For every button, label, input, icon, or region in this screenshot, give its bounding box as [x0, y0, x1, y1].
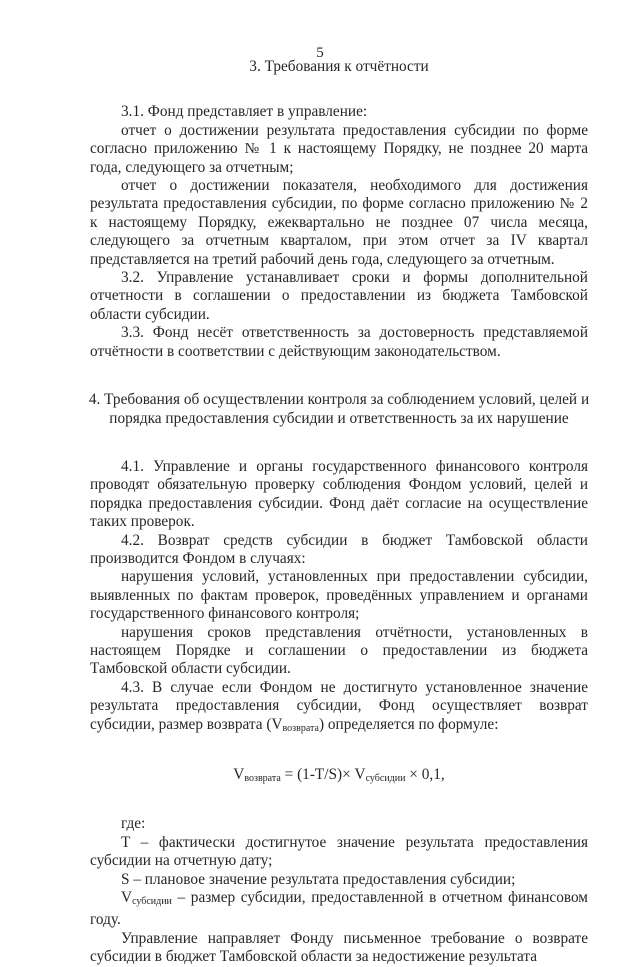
- paragraph-4-3-subscript: возврата: [282, 722, 319, 734]
- formula-end: × 0,1,: [405, 766, 445, 783]
- paragraph-4-2-case-1: нарушения условий, установленных при предоставлении субсидии, выявленных по фактам проверок, проведённых управлением и органами государственного финансового контроля;: [90, 568, 588, 623]
- section-4-heading-line-1: 4. Требования об осуществлении контроля за соблюдением условий, целей и: [88, 391, 590, 409]
- definition-v-letter: V: [121, 889, 133, 907]
- formula-sub-subsidy: субсидии: [365, 773, 406, 784]
- formula-v-return: V: [233, 766, 245, 783]
- paragraph-3-1-report-1: отчет о достижении результата предоставления субсидии по форме согласно приложению № 1 к настоящему Порядку, не позднее 20 марта года, следующего за отчетным;: [90, 121, 588, 176]
- definition-s: S – плановое значение результата предоставления субсидии;: [121, 870, 516, 888]
- return-formula: [90, 766, 588, 788]
- paragraph-3-1-report-2: отчет о достижении показателя, необходимого для достижения результата предоставления субсидии, по форме согласно приложению № 2 к настоящему Порядку, ежеквартально не позднее 07 числа месяца, следующего за отчетным кварталом, при этом отчет за IV квартал представляется на третий рабочий день года, следующего за отчетным.: [90, 177, 588, 268]
- paragraph-3-3: 3.3. Фонд несёт ответственность за достоверность представляемой отчётности в соответствии с действующим законодательством.: [90, 324, 588, 360]
- paragraph-4-2-case-2: нарушения сроков представления отчётности, установленных в настоящем Порядке и соглашении о предоставлении из бюджета Тамбовской области субсидии.: [90, 623, 588, 678]
- document-body: [90, 58, 588, 967]
- paragraph-4-1: 4.1. Управление и органы государственного финансового контроля проводят обязательную проверку соблюдения Фондом условий, целей и порядка предоставления субсидии. Фонд даёт согласие на осуществление таких проверок.: [90, 457, 588, 531]
- paragraph-4-2: 4.2. Возврат средств субсидии в бюджет Тамбовской области производится Фондом в случаях:: [90, 531, 588, 567]
- paragraph-4-3-text-b: ) определяется по формуле:: [318, 715, 499, 733]
- where-label: где:: [121, 815, 146, 833]
- definition-v: [90, 889, 588, 930]
- paragraph-4-3: [90, 679, 588, 738]
- formula-middle: = (1-T/S)× V: [280, 766, 366, 783]
- section-3-heading: 3. Требования к отчётности: [249, 58, 429, 75]
- paragraph-3-1: 3.1. Фонд представляет в управление:: [121, 103, 368, 121]
- paragraph-4-3-text-a: 4.3. В случае если Фондом не достигнуто установленное значение результата предоставления субсидии, Фонд осуществляет возврат субсидии, размер возврата (V: [90, 678, 588, 733]
- paragraph-return-demand: Управление направляет Фонду письменное требование о возврате субсидии в бюджет Тамбовской области за недостижение результата: [90, 929, 588, 966]
- section-4-heading-line-2: порядка предоставления субсидии и ответственность за их нарушение: [109, 409, 569, 427]
- page-number: 5: [316, 45, 324, 61]
- definition-v-text: – размер субсидии, предоставленной в отчетном финансовом году.: [90, 889, 588, 929]
- paragraph-3-2: 3.2. Управление устанавливает сроки и формы дополнительной отчетности в соглашении о предоставлении из бюджета Тамбовской области субсидии.: [90, 269, 588, 323]
- definition-v-subscript: субсидии: [132, 896, 172, 908]
- formula-sub-return: возврата: [244, 773, 281, 784]
- section-4-heading: [85, 391, 593, 428]
- definition-t: T – фактически достигнутое значение результата предоставления субсидии на отчетную дату;: [90, 833, 588, 870]
